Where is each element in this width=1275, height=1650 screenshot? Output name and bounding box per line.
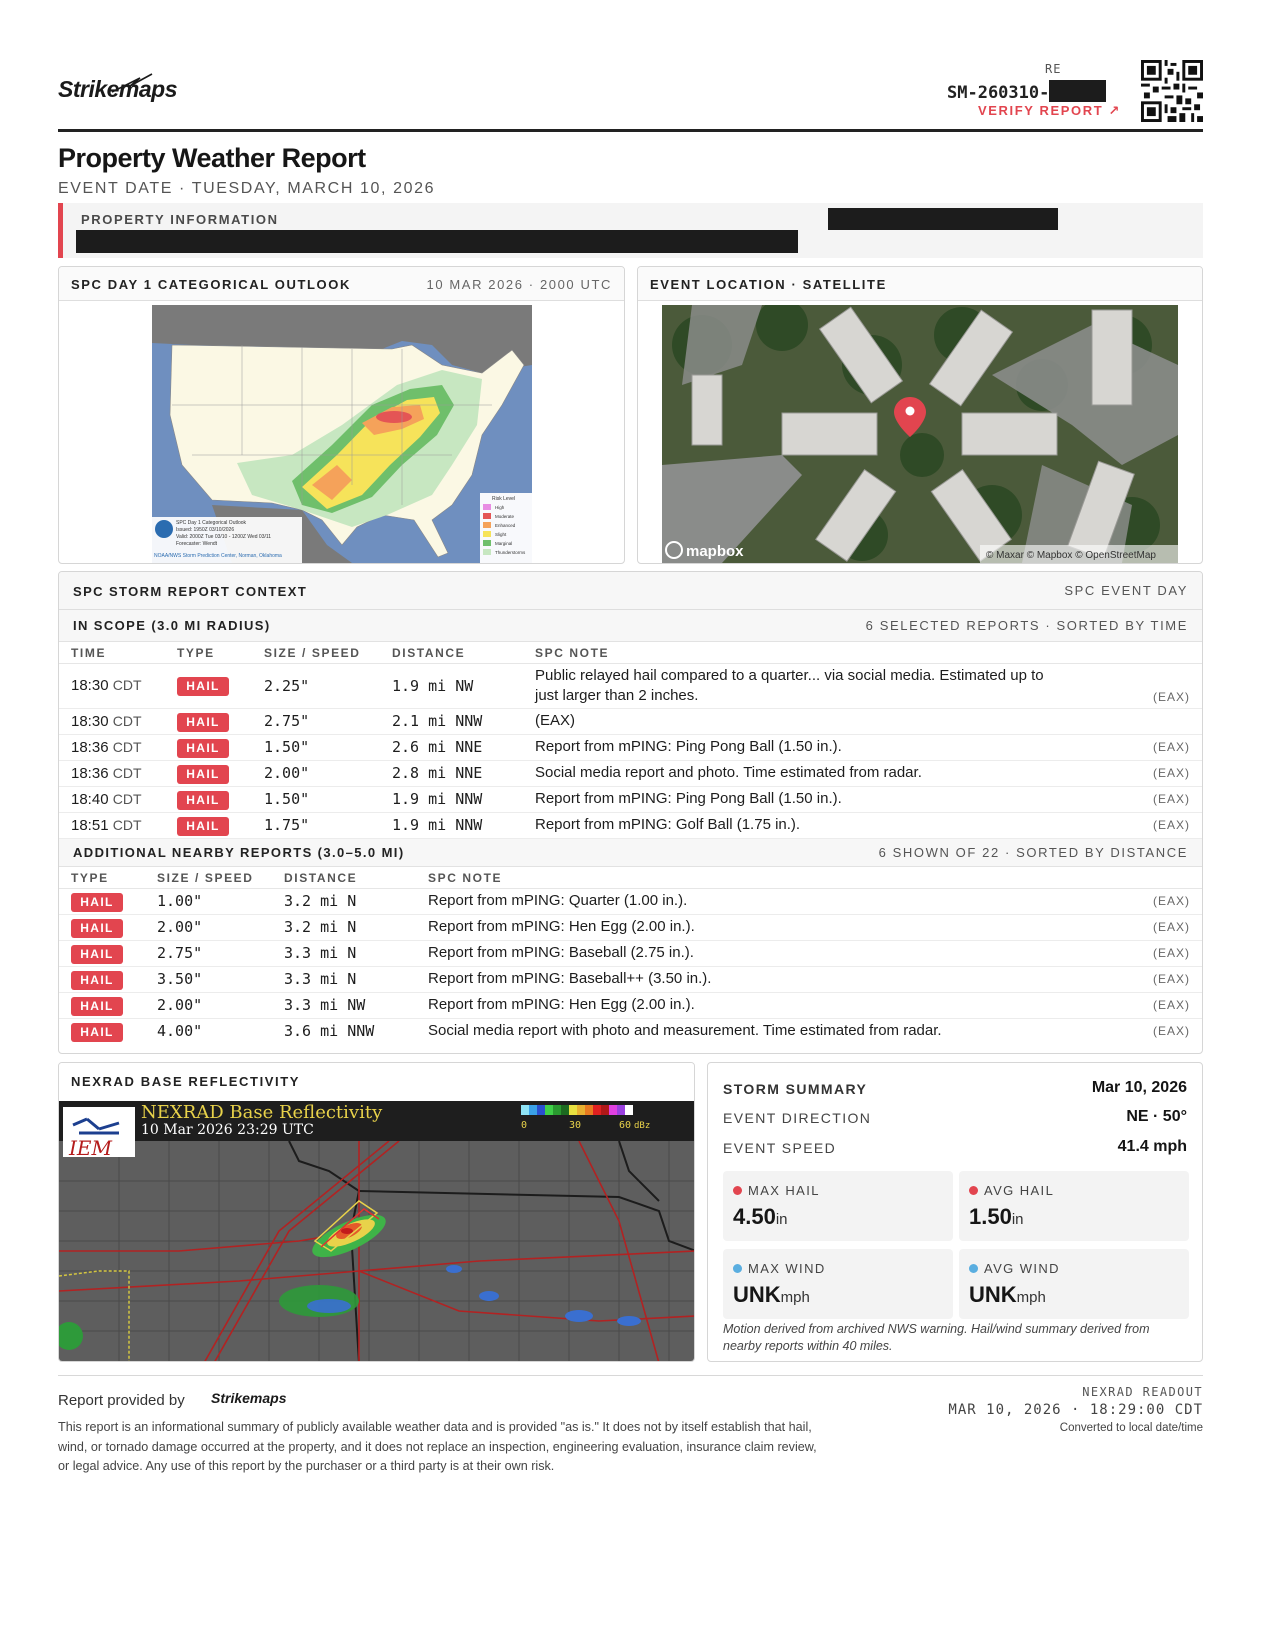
report-note-cont: just larger than 2 inches. xyxy=(535,687,699,704)
hail-badge: HAIL xyxy=(71,1023,123,1042)
in-scope-columns xyxy=(59,642,1202,664)
satellite-title: EVENT LOCATION · SATELLITE xyxy=(650,277,887,292)
hail-badge: HAIL xyxy=(71,945,123,964)
report-time: 18:36 CDT xyxy=(71,765,142,782)
outlook-info-1: SPC Day 1 Categorical Outlook xyxy=(176,520,247,526)
verify-report-link[interactable]: VERIFY REPORT ↗ xyxy=(978,103,1122,118)
summary-title: STORM SUMMARY xyxy=(723,1081,868,1097)
speed-value: 41.4 mph xyxy=(1117,1138,1187,1155)
table-row[interactable] xyxy=(59,889,1202,915)
speed-label: EVENT SPEED xyxy=(723,1140,837,1156)
max-hail-value: 4.50 xyxy=(733,1204,776,1229)
table-row[interactable] xyxy=(59,941,1202,967)
table-row[interactable] xyxy=(59,761,1202,787)
summary-date: Mar 10, 2026 xyxy=(1091,1079,1187,1096)
report-source: (EAX) xyxy=(1152,920,1190,934)
report-source: (EAX) xyxy=(1152,946,1190,960)
additional-columns xyxy=(59,867,1202,889)
report-distance: 2.8 mi NNE xyxy=(392,764,483,782)
storm-report-context xyxy=(58,571,1203,1054)
legend-slight: Slight xyxy=(495,532,507,537)
footer-logo: Strikemaps xyxy=(211,1390,287,1406)
mapbox-brand: mapbox xyxy=(686,543,744,560)
report-note: Report from mPING: Ping Pong Ball (1.50 in.). xyxy=(535,790,842,807)
report-note: Report from mPING: Golf Ball (1.75 in.). xyxy=(535,816,801,833)
col-note: SPC NOTE xyxy=(535,646,610,660)
disclaimer: This report is an informational summary of publicly available weather data and is provided "as is." It does not by itself establish that hail, wind, or tornado damage occurred at the property, and it does not replace an inspection, engineering evaluation, insurance claim review, or legal advice. Any use of this report by the purchaser or a third party is at their own risk. xyxy=(58,1420,817,1473)
hail-badge: HAIL xyxy=(177,817,229,836)
report-time: 18:30 CDT xyxy=(71,677,142,694)
col-size: SIZE / SPEED xyxy=(157,871,254,885)
report-distance: 2.6 mi NNE xyxy=(392,738,483,756)
hail-badge: HAIL xyxy=(177,713,229,732)
page-title: Property Weather Report xyxy=(58,143,366,173)
table-row[interactable] xyxy=(59,915,1202,941)
report-source: (EAX) xyxy=(1152,972,1190,986)
col-size: SIZE / SPEED xyxy=(264,646,361,660)
report-size: 2.25" xyxy=(264,677,310,695)
storm-context-right: SPC EVENT DAY xyxy=(1064,583,1188,598)
outlook-info-4: Forecaster: Wendt xyxy=(176,541,218,547)
report-distance: 1.9 mi NW xyxy=(392,677,474,695)
legend-enhanced: Enhanced xyxy=(495,523,516,528)
additional-title: ADDITIONAL NEARBY REPORTS (3.0–5.0 MI) xyxy=(73,845,405,860)
nexrad-readout-label: NEXRAD READOUT xyxy=(1082,1385,1203,1399)
avg-wind-value: UNK xyxy=(969,1282,1017,1307)
scale-unit: dBz xyxy=(634,1121,651,1131)
legend-thunderstorms: Thunderstorms xyxy=(495,550,526,555)
report-distance: 1.9 mi NNW xyxy=(392,790,483,808)
nexrad-image-time: 10 Mar 2026 23:29 UTC xyxy=(141,1122,314,1138)
header-divider xyxy=(58,129,1203,132)
report-note: Report from mPING: Baseball++ (3.50 in.). xyxy=(428,970,712,987)
table-row[interactable] xyxy=(59,993,1202,1019)
in-scope-title: IN SCOPE (3.0 MI RADIUS) xyxy=(73,618,271,633)
spc-outlook-panel xyxy=(58,266,625,564)
hail-badge: HAIL xyxy=(71,971,123,990)
report-note: (EAX) xyxy=(535,712,576,729)
hail-dot-icon xyxy=(969,1186,978,1195)
lightning-bolt-icon xyxy=(110,70,154,100)
report-size: 1.50" xyxy=(264,790,310,808)
footer-divider xyxy=(58,1375,1203,1376)
iem-logo: IEM xyxy=(69,1136,112,1160)
hail-badge: HAIL xyxy=(177,765,229,784)
col-type: TYPE xyxy=(177,646,215,660)
redacted-owner xyxy=(828,208,1058,230)
hail-badge: HAIL xyxy=(71,893,123,912)
report-note: Report from mPING: Hen Egg (2.00 in.). xyxy=(428,918,695,935)
strikemaps-logo xyxy=(58,76,177,103)
report-source: (EAX) xyxy=(1152,818,1190,832)
avg-wind-card: AVG WIND UNKmph xyxy=(959,1249,1189,1319)
nexrad-image-title: NEXRAD Base Reflectivity xyxy=(141,1102,383,1123)
report-source: (EAX) xyxy=(1152,998,1190,1012)
hail-badge: HAIL xyxy=(177,791,229,810)
nexrad-readout-value: MAR 10, 2026 · 18:29:00 CDT xyxy=(948,1402,1203,1418)
table-row[interactable] xyxy=(59,967,1202,993)
storm-summary-panel xyxy=(707,1062,1203,1362)
speed-row xyxy=(723,1140,1187,1156)
col-distance: DISTANCE xyxy=(284,871,358,885)
property-information xyxy=(58,203,1203,258)
legend-moderate: Moderate xyxy=(495,514,515,519)
outlook-info-2: Issued: 1950Z 03/10/2026 xyxy=(176,527,235,533)
direction-value: NE · 50° xyxy=(1126,1108,1187,1125)
scale-30: 30 xyxy=(569,1120,582,1131)
report-size: 1.75" xyxy=(264,816,310,834)
spc-outlook-map[interactable] xyxy=(152,305,532,563)
report-source: (EAX) xyxy=(1152,894,1190,908)
table-row[interactable] xyxy=(59,813,1202,839)
legend-marginal: Marginal xyxy=(495,541,513,546)
hail-badge: HAIL xyxy=(71,997,123,1016)
additional-right: 6 SHOWN OF 22 · SORTED BY DISTANCE xyxy=(878,845,1188,860)
hail-dot-icon xyxy=(733,1186,742,1195)
report-note: Report from mPING: Hen Egg (2.00 in.). xyxy=(428,996,695,1013)
legend-title: Risk Level xyxy=(492,496,516,502)
table-row[interactable] xyxy=(59,709,1202,735)
table-row[interactable] xyxy=(59,787,1202,813)
table-row[interactable] xyxy=(59,1019,1202,1045)
report-time: 18:51 CDT xyxy=(71,817,142,834)
report-source: (EAX) xyxy=(1152,766,1190,780)
avg-hail-card: AVG HAIL 1.50in xyxy=(959,1171,1189,1241)
max-wind-card: MAX WIND UNKmph xyxy=(723,1249,953,1319)
report-note: Social media report and photo. Time estimated from radar. xyxy=(535,764,922,781)
report-size: 2.00" xyxy=(157,918,203,936)
report-size: 4.00" xyxy=(157,1022,203,1040)
report-distance: 3.3 mi N xyxy=(284,970,357,988)
report-distance: 3.6 mi NNW xyxy=(284,1022,375,1040)
spc-outlook-date: 10 MAR 2026 · 2000 UTC xyxy=(426,277,612,292)
redacted-address xyxy=(76,230,798,253)
provided-by: Report provided by xyxy=(58,1392,185,1409)
re-label: RE xyxy=(1045,62,1062,76)
direction-label: EVENT DIRECTION xyxy=(723,1110,872,1126)
report-size: 2.75" xyxy=(264,712,310,730)
report-distance: 1.9 mi NNW xyxy=(392,816,483,834)
storm-context-title: SPC STORM REPORT CONTEXT xyxy=(73,584,308,599)
property-info-label: PROPERTY INFORMATION xyxy=(81,212,279,227)
report-size: 1.50" xyxy=(264,738,310,756)
satellite-map[interactable] xyxy=(662,305,1178,563)
noaa-logo-icon xyxy=(155,520,173,538)
map-credit: © Maxar © Mapbox © OpenStreetMap xyxy=(986,550,1156,561)
report-note: Report from mPING: Quarter (1.00 in.). xyxy=(428,892,688,909)
report-note: Social media report with photo and measurement. Time estimated from radar. xyxy=(428,1022,942,1039)
col-distance: DISTANCE xyxy=(392,646,466,660)
additional-header xyxy=(59,839,1202,867)
satellite-panel xyxy=(637,266,1203,564)
qr-code-icon[interactable] xyxy=(1141,60,1203,122)
in-scope-header xyxy=(59,610,1202,642)
hail-badge: HAIL xyxy=(177,677,229,696)
summary-title-row xyxy=(723,1081,1187,1097)
max-wind-value: UNK xyxy=(733,1282,781,1307)
report-source: (EAX) xyxy=(1152,792,1190,806)
col-type: TYPE xyxy=(71,871,109,885)
hail-badge: HAIL xyxy=(177,739,229,758)
redacted-id xyxy=(1049,80,1106,102)
readout-note: Converted to local date/time xyxy=(1059,1422,1203,1434)
avg-hail-value: 1.50 xyxy=(969,1204,1012,1229)
report-size: 1.00" xyxy=(157,892,203,910)
direction-row xyxy=(723,1110,1187,1126)
report-note: Report from mPING: Ping Pong Ball (1.50 in.). xyxy=(535,738,842,755)
nexrad-radar-image[interactable] xyxy=(59,1101,695,1362)
col-time: TIME xyxy=(71,646,107,660)
report-distance: 3.3 mi NW xyxy=(284,996,366,1014)
report-size: 2.00" xyxy=(157,996,203,1014)
spc-outlook-title: SPC DAY 1 CATEGORICAL OUTLOOK xyxy=(71,277,351,292)
table-row[interactable] xyxy=(59,735,1202,761)
report-time: 18:30 CDT xyxy=(71,713,142,730)
report-distance: 3.3 mi N xyxy=(284,944,357,962)
max-hail-card: MAX HAIL 4.50in xyxy=(723,1171,953,1241)
report-distance: 3.2 mi N xyxy=(284,918,357,936)
scale-60: 60 xyxy=(619,1120,632,1131)
event-date: EVENT DATE · TUESDAY, MARCH 10, 2026 xyxy=(58,180,436,197)
report-note: Public relayed hail compared to a quarter... via social media. Estimated up to xyxy=(535,667,1044,684)
report-distance: 3.2 mi N xyxy=(284,892,357,910)
summary-note: Motion derived from archived NWS warning. Hail/wind summary derived from nearby reports within 40 miles. xyxy=(723,1322,1150,1353)
report-time: 18:36 CDT xyxy=(71,739,142,756)
nexrad-panel xyxy=(58,1062,695,1362)
report-time: 18:40 CDT xyxy=(71,791,142,808)
report-size: 2.75" xyxy=(157,944,203,962)
report-distance: 2.1 mi NNW xyxy=(392,712,483,730)
report-size: 2.00" xyxy=(264,764,310,782)
scale-0: 0 xyxy=(521,1120,528,1131)
outlook-info-3: Valid: 2000Z Tue 03/10 - 1200Z Wed 03/11 xyxy=(176,534,272,540)
report-size: 3.50" xyxy=(157,970,203,988)
report-source: (EAX) xyxy=(1152,690,1190,704)
table-row[interactable] xyxy=(59,664,1202,709)
outlook-info-5: NOAA/NWS Storm Prediction Center, Norman, Oklahoma xyxy=(154,553,282,559)
report-note: Report from mPING: Baseball (2.75 in.). xyxy=(428,944,694,961)
report-source: (EAX) xyxy=(1152,740,1190,754)
logo-text: Strikemaps xyxy=(58,76,178,102)
legend-high: High xyxy=(495,505,505,510)
report-source: (EAX) xyxy=(1152,1024,1190,1038)
wind-dot-icon xyxy=(733,1264,742,1273)
report-id: SM-260310- xyxy=(947,80,1106,103)
hail-badge: HAIL xyxy=(71,919,123,938)
col-note: SPC NOTE xyxy=(428,871,503,885)
nexrad-title: NEXRAD BASE REFLECTIVITY xyxy=(71,1074,301,1089)
in-scope-right: 6 SELECTED REPORTS · SORTED BY TIME xyxy=(865,618,1188,633)
wind-dot-icon xyxy=(969,1264,978,1273)
